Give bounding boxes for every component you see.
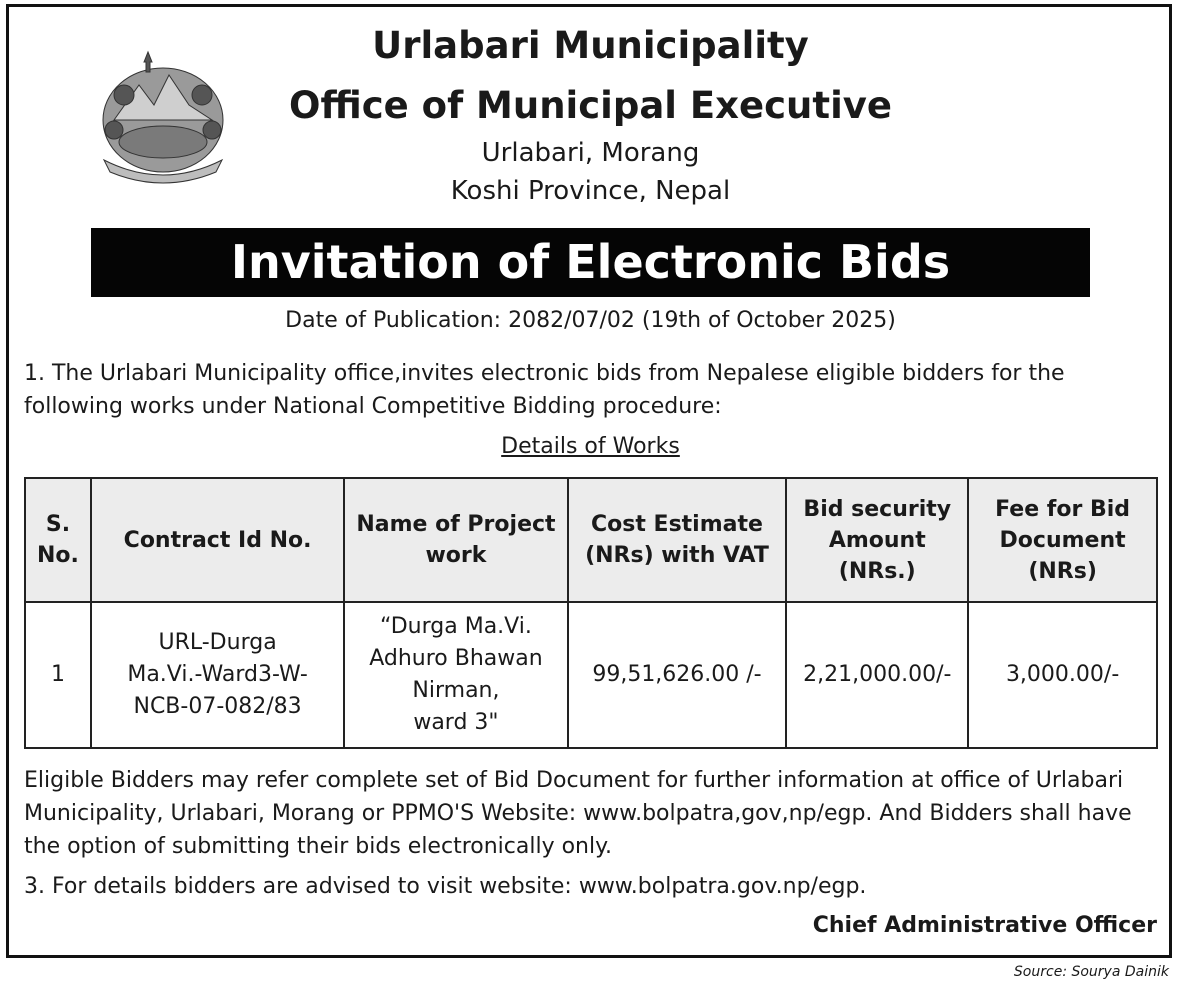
details-of-works-text: Details of Works bbox=[501, 434, 680, 459]
table-header-row bbox=[25, 478, 1157, 602]
header-cost-estimate: Cost Estimate (NRs) with VAT bbox=[568, 478, 787, 602]
bid-document-line-1: Eligible Bidders may refer complete set of Bid Document for further information at office of Urlabari bbox=[24, 768, 1124, 793]
header-bid-fee: Fee for Bid Document (NRs) bbox=[968, 478, 1157, 602]
bid-document-line-2: Municipality, Urlabari, Morang or PPMO'S Website: www.bolpatra,gov,np/egp. And Bidders shall have bbox=[24, 801, 1132, 826]
cell-sn: 1 bbox=[25, 602, 91, 748]
cell-cost-estimate: 99,51,626.00 /- bbox=[568, 602, 787, 748]
province: Koshi Province, Nepal bbox=[450, 176, 731, 206]
works-table bbox=[24, 477, 1158, 749]
cell-contract-id: URL-Durga Ma.Vi.-Ward3-W- NCB-07-082/83 bbox=[91, 602, 344, 748]
table-row bbox=[25, 602, 1157, 748]
invitation-line-2: following works under National Competitive Bidding procedure: bbox=[24, 394, 722, 419]
bid-document-line-3: the option of submitting their bids electronically only. bbox=[24, 834, 612, 859]
cell-project-name: “Durga Ma.Vi. Adhuro Bhawan Nirman, ward 3" bbox=[344, 602, 567, 748]
invitation-line-1: 1. The Urlabari Municipality office,invites electronic bids from Nepalese eligible bidders for the bbox=[24, 361, 1065, 386]
header-sn: S. No. bbox=[25, 478, 91, 602]
office-title: Office of Municipal Executive bbox=[289, 84, 892, 127]
header-project-name: Name of Project work bbox=[344, 478, 567, 602]
notice-title-banner: Invitation of Electronic Bids bbox=[91, 228, 1090, 297]
cell-bid-fee: 3,000.00/- bbox=[968, 602, 1157, 748]
details-of-works-heading bbox=[0, 434, 1181, 459]
source-credit: Source: Sourya Dainik bbox=[1013, 964, 1169, 980]
header-bid-security: Bid security Amount (NRs.) bbox=[786, 478, 968, 602]
website-paragraph: 3. For details bidders are advised to visit website: www.bolpatra.gov.np/egp. bbox=[24, 874, 867, 899]
org-name: Urlabari Municipality bbox=[372, 24, 809, 67]
invitation-paragraph bbox=[24, 357, 1158, 423]
location: Urlabari, Morang bbox=[481, 138, 700, 168]
header-contract-id: Contract Id No. bbox=[91, 478, 344, 602]
cell-bid-security: 2,21,000.00/- bbox=[786, 602, 968, 748]
publication-date: Date of Publication: 2082/07/02 (19th of October 2025) bbox=[285, 308, 896, 333]
bid-document-paragraph bbox=[24, 764, 1158, 863]
signature: Chief Administrative Officer bbox=[812, 913, 1157, 938]
